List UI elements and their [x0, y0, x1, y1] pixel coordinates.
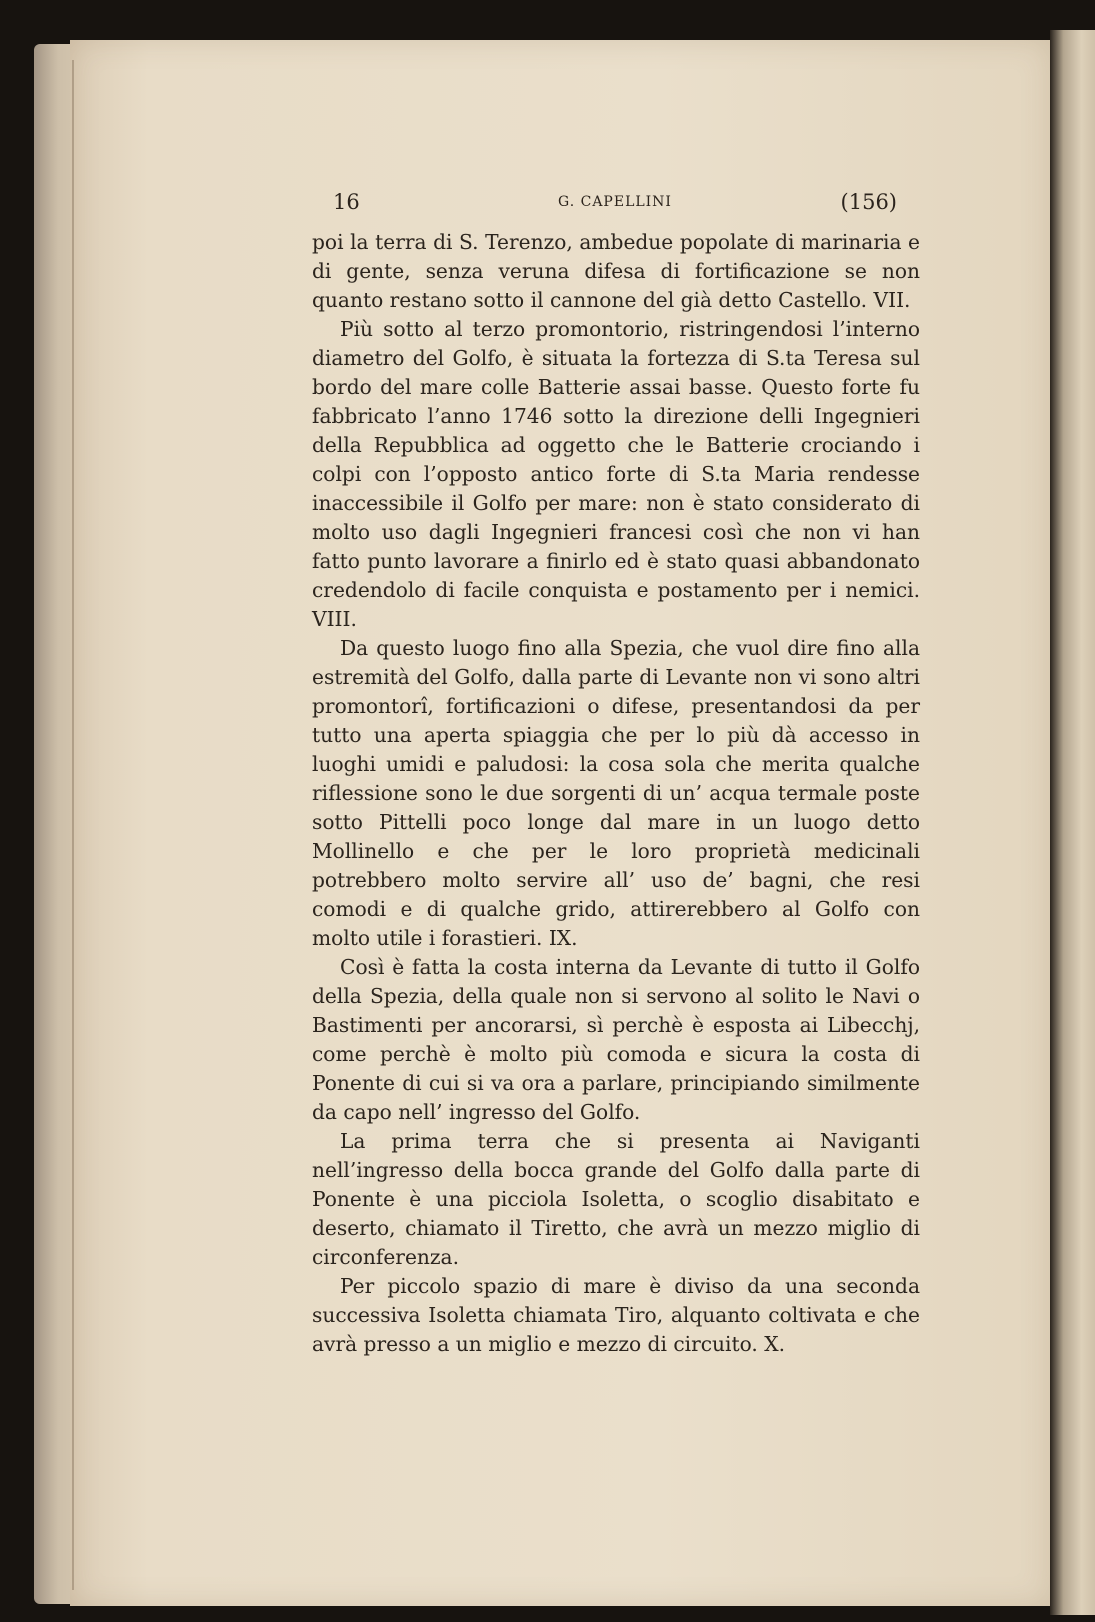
paragraph-tiretto: La prima terra che si presenta ai Naviganti nell’ingresso della bocca grande del Golfo dalla parte di Ponente è una picciola Isoletta, o scoglio disabitato e deserto, chiamato il Tiretto, che avrà un mezzo miglio di circonferenza. [312, 1129, 920, 1269]
paragraph-tiro: Per piccolo spazio di mare è diviso da una seconda successiva Isoletta chiamata Tiro, alquanto coltivata e che avrà presso a un miglio e mezzo di circuito. X. [312, 1274, 920, 1356]
gutter-line [72, 60, 74, 1590]
original-page-number: (156) [840, 190, 897, 214]
next-page-edge [1050, 30, 1095, 1615]
running-head-author: G. CAPELLINI [558, 194, 672, 210]
paragraph-continuation: poi la terra di S. Terenzo, ambedue popolate di marinaria e di gente, senza veruna difesa di fortificazione se non quanto restano sotto il cannone del già detto Castello. VII. [312, 230, 920, 312]
running-head [333, 190, 897, 222]
body-text [312, 228, 920, 1359]
page-number: 16 [333, 190, 360, 214]
paragraph-fortezza-teresa: Più sotto al terzo promontorio, ristringendosi l’interno diametro del Golfo, è situata la fortezza di S.ta Teresa sul bordo del mare colle Batterie assai basse. Questo forte fu fabbricato l’anno 1746 sotto la direzione delli Ingegnieri della Repubblica ad oggetto che le Batterie crociando i colpi con l’opposto antico forte di S.ta Maria rendesse inaccessibile il Golfo per mare: non è stato considerato di molto uso dagli Ingegnieri francesi così che non vi han fatto punto lavorare a finirlo ed è stato quasi abbandonato credendolo di facile conquista e postamento per i nemici. VIII. [312, 317, 920, 631]
paragraph-spezia-levante: Da questo luogo fino alla Spezia, che vuol dire fino alla estremità del Golfo, dalla parte di Levante non vi sono altri promontorî, fortificazioni o difese, presentandosi da per tutto una aperta spiaggia che per lo più dà accesso in luoghi umidi e paludosi: la cosa sola che merita qualche riflessione sono le due sorgenti di un’ acqua termale poste sotto Pittelli poco longe dal mare in un luogo detto Mollinello e che per le loro proprietà medicinali potrebbero molto servire all’ uso de’ bagni, che resi comodi e di qualche grido, attirerebbero al Golfo con molto utile i forastieri. IX. [312, 636, 920, 950]
paragraph-costa-interna: Così è fatta la costa interna da Levante di tutto il Golfo della Spezia, della quale non si servono al solito le Navi o Bastimenti per ancorarsi, sì perchè è esposta ai Libecchj, come perchè è molto più comoda e sicura la costa di Ponente di cui si va ora a parlare, principiando similmente da capo nell’ ingresso del Golfo. [312, 955, 920, 1124]
